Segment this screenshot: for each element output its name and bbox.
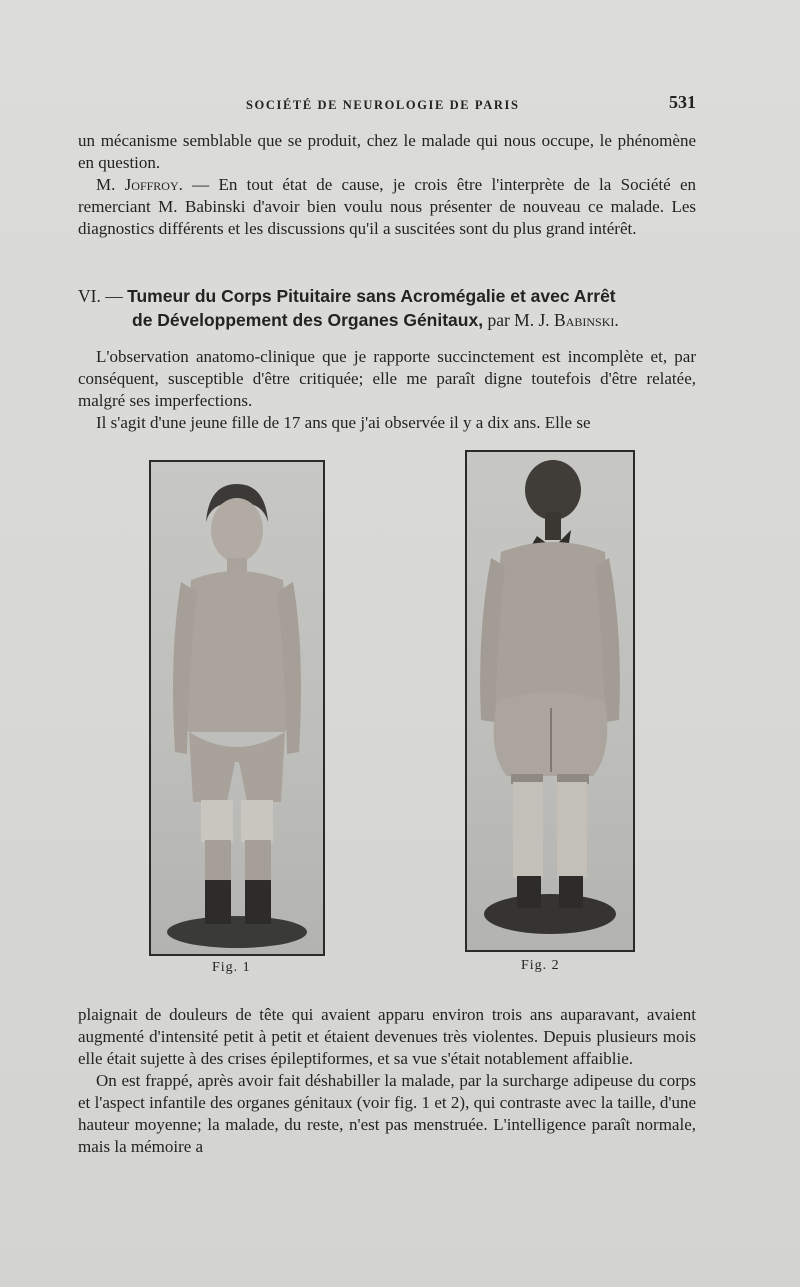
body-text-top [78, 346, 696, 434]
page-number: 531 [669, 92, 696, 112]
section-by: par M. J. [483, 310, 555, 330]
speaker-name: M. Joffroy. [96, 175, 183, 194]
front-figure-illustration [151, 462, 323, 954]
section-title-line1: Tumeur du Corps Pituitaire sans Acromégalie et avec Arrêt [127, 286, 616, 306]
section-author: Babinski. [554, 310, 619, 330]
paragraph: Il s'agit d'une jeune fille de 17 ans que j'ai observée il y a dix ans. Elle se [96, 413, 591, 432]
section-number: VI. — [78, 286, 123, 306]
paragraph [78, 174, 696, 240]
paragraph: un mécanisme semblable que se produit, chez le malade qui nous occupe, le phénomène en question. [78, 131, 696, 172]
paragraph: plaignait de douleurs de tête qui avaient apparu environ trois ans auparavant, avaient augmenté d'intensité petit à petit et étaient devenues très violentes. Depuis plusieurs mois elle était sujette à des crises épileptiformes, et sa vue s'était notablement affaiblie. [78, 1005, 696, 1068]
back-figure-illustration [467, 452, 633, 950]
running-title: SOCIÉTÉ DE NEUROLOGIE DE PARIS [246, 98, 520, 112]
paragraph-text: — En tout état de cause, je crois être l'interprète de la Société en remerciant M. Babinski d'avoir bien voulu nous présenter de nouveau ce malade. Les diagnostics différents et les discussions qu'il a suscitées sont du plus grand intérêt. [78, 175, 696, 238]
intro-text [78, 130, 696, 240]
page-header [78, 92, 696, 116]
section-title-line2-wrapper [78, 308, 696, 332]
section-title-line2: de Développement des Organes Génitaux, [132, 310, 484, 330]
figure-2-caption: Fig. 2 [521, 958, 560, 973]
figure-1-caption: Fig. 1 [212, 960, 251, 975]
figure-1-photo [149, 460, 325, 956]
figure-2-photo [465, 450, 635, 952]
body-text-bottom [78, 1004, 696, 1158]
paragraph: L'observation anatomo-clinique que je rapporte succinctement est incomplète et, par conséquent, susceptible d'être critiquée; elle me paraît digne toutefois d'être relatée, malgré ses imperfections. [78, 347, 696, 410]
section-heading [78, 284, 696, 332]
paragraph: On est frappé, après avoir fait déshabiller la malade, par la surcharge adipeuse du corps et l'aspect infantile des organes génitaux (voir fig. 1 et 2), qui contraste avec la taille, d'une hauteur moyenne; la malade, du reste, n'est pas menstruée. L'intelligence paraît normale, mais la mémoire a [78, 1071, 696, 1156]
